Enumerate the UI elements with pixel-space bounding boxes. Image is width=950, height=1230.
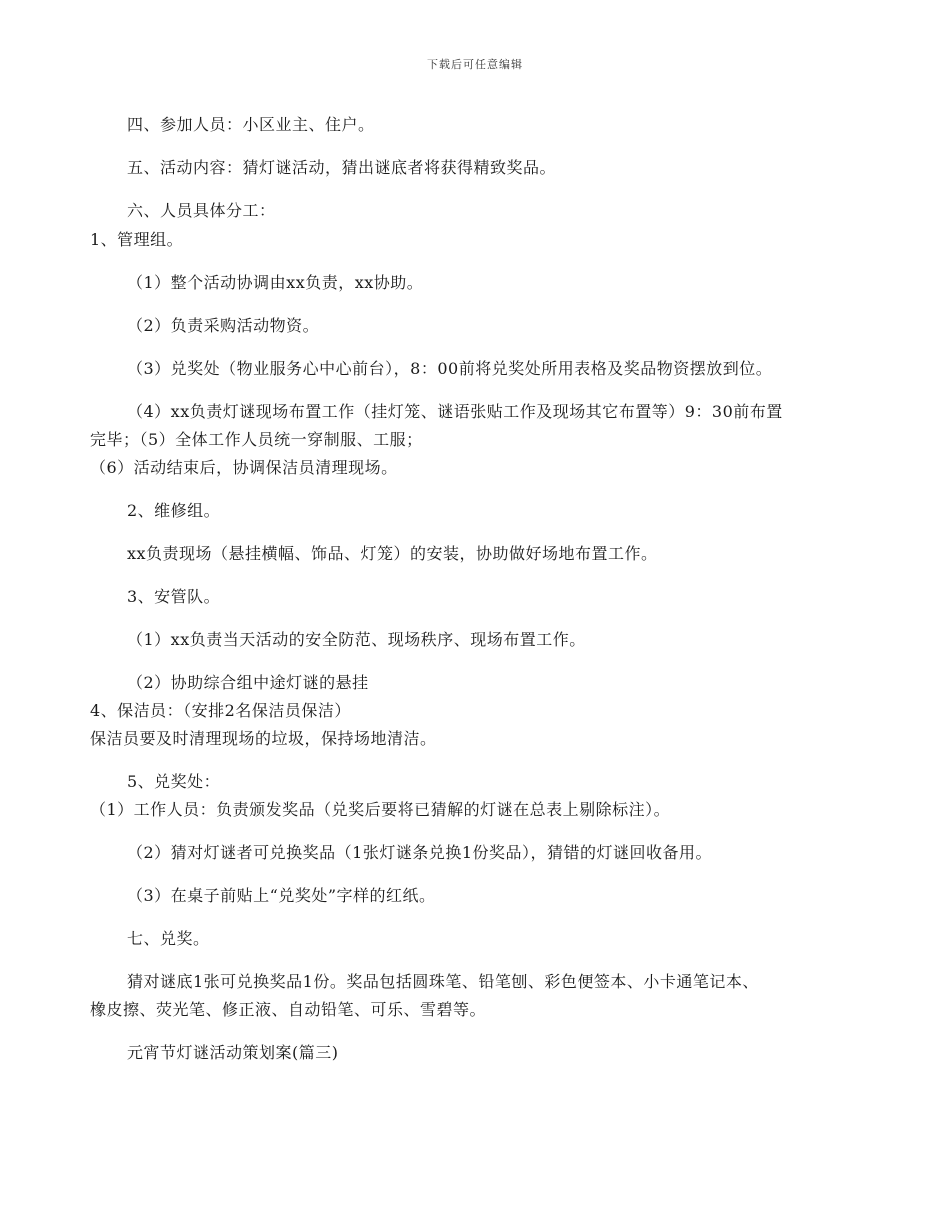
text-line: （1）整个活动协调由xx负责，xx协助。 (127, 273, 424, 292)
text-line: （1）xx负责当天活动的安全防范、现场秩序、现场布置工作。 (127, 630, 586, 649)
text-line: 六、人员具体分工： (127, 201, 276, 220)
text-line: （4）xx负责灯谜现场布置工作（挂灯笼、谜语张贴工作及现场其它布置等）9：30前布置 (127, 402, 783, 421)
text-line: 2、维修组。 (127, 501, 221, 520)
text-line: （1）工作人员：负责颁发奖品（兑奖后要将已猜解的灯谜在总表上剔除标注）。 (90, 800, 671, 819)
text-line: 四、参加人员：小区业主、住户。 (127, 115, 375, 134)
text-line: 元宵节灯谜活动策划案(篇三) (127, 1043, 339, 1062)
text-line: 3、安管队。 (127, 587, 221, 606)
text-line: 五、活动内容：猜灯谜活动，猜出谜底者将获得精致奖品。 (127, 158, 557, 177)
text-line: （2）猜对灯谜者可兑换奖品（1张灯谜条兑换1份奖品），猜错的灯谜回收备用。 (127, 843, 713, 862)
text-line: 七、兑奖。 (127, 929, 210, 948)
page-header: 下载后可任意编辑 (427, 58, 523, 71)
text-line: （3）在桌子前贴上“兑奖处”字样的红纸。 (127, 886, 436, 905)
text-line: 1、管理组。 (90, 230, 184, 249)
text-line: 保洁员要及时清理现场的垃圾，保持场地清洁。 (90, 729, 437, 748)
text-line: xx负责现场（悬挂横幅、饰品、灯笼）的安装，协助做好场地布置工作。 (127, 544, 658, 563)
text-line: 完毕；（5）全体工作人员统一穿制服、工服； (90, 430, 423, 449)
text-line: （6）活动结束后，协调保洁员清理现场。 (90, 458, 398, 477)
text-line: （3）兑奖处（物业服务心中心前台），8：00前将兑奖处所用表格及奖品物资摆放到位。 (127, 359, 773, 378)
text-line: 猜对谜底1张可兑换奖品1份。奖品包括圆珠笔、铅笔刨、彩色便签本、小卡通笔记本、 (127, 972, 759, 991)
text-line: 橡皮擦、荧光笔、修正液、自动铅笔、可乐、雪碧等。 (90, 1000, 487, 1019)
text-line: 5、兑奖处： (127, 772, 221, 791)
text-line: 4、保洁员：（安排2名保洁员保洁） (90, 701, 351, 720)
text-line: （2）协助综合组中途灯谜的悬挂 (127, 673, 369, 692)
text-line: （2）负责采购活动物资。 (127, 316, 320, 335)
